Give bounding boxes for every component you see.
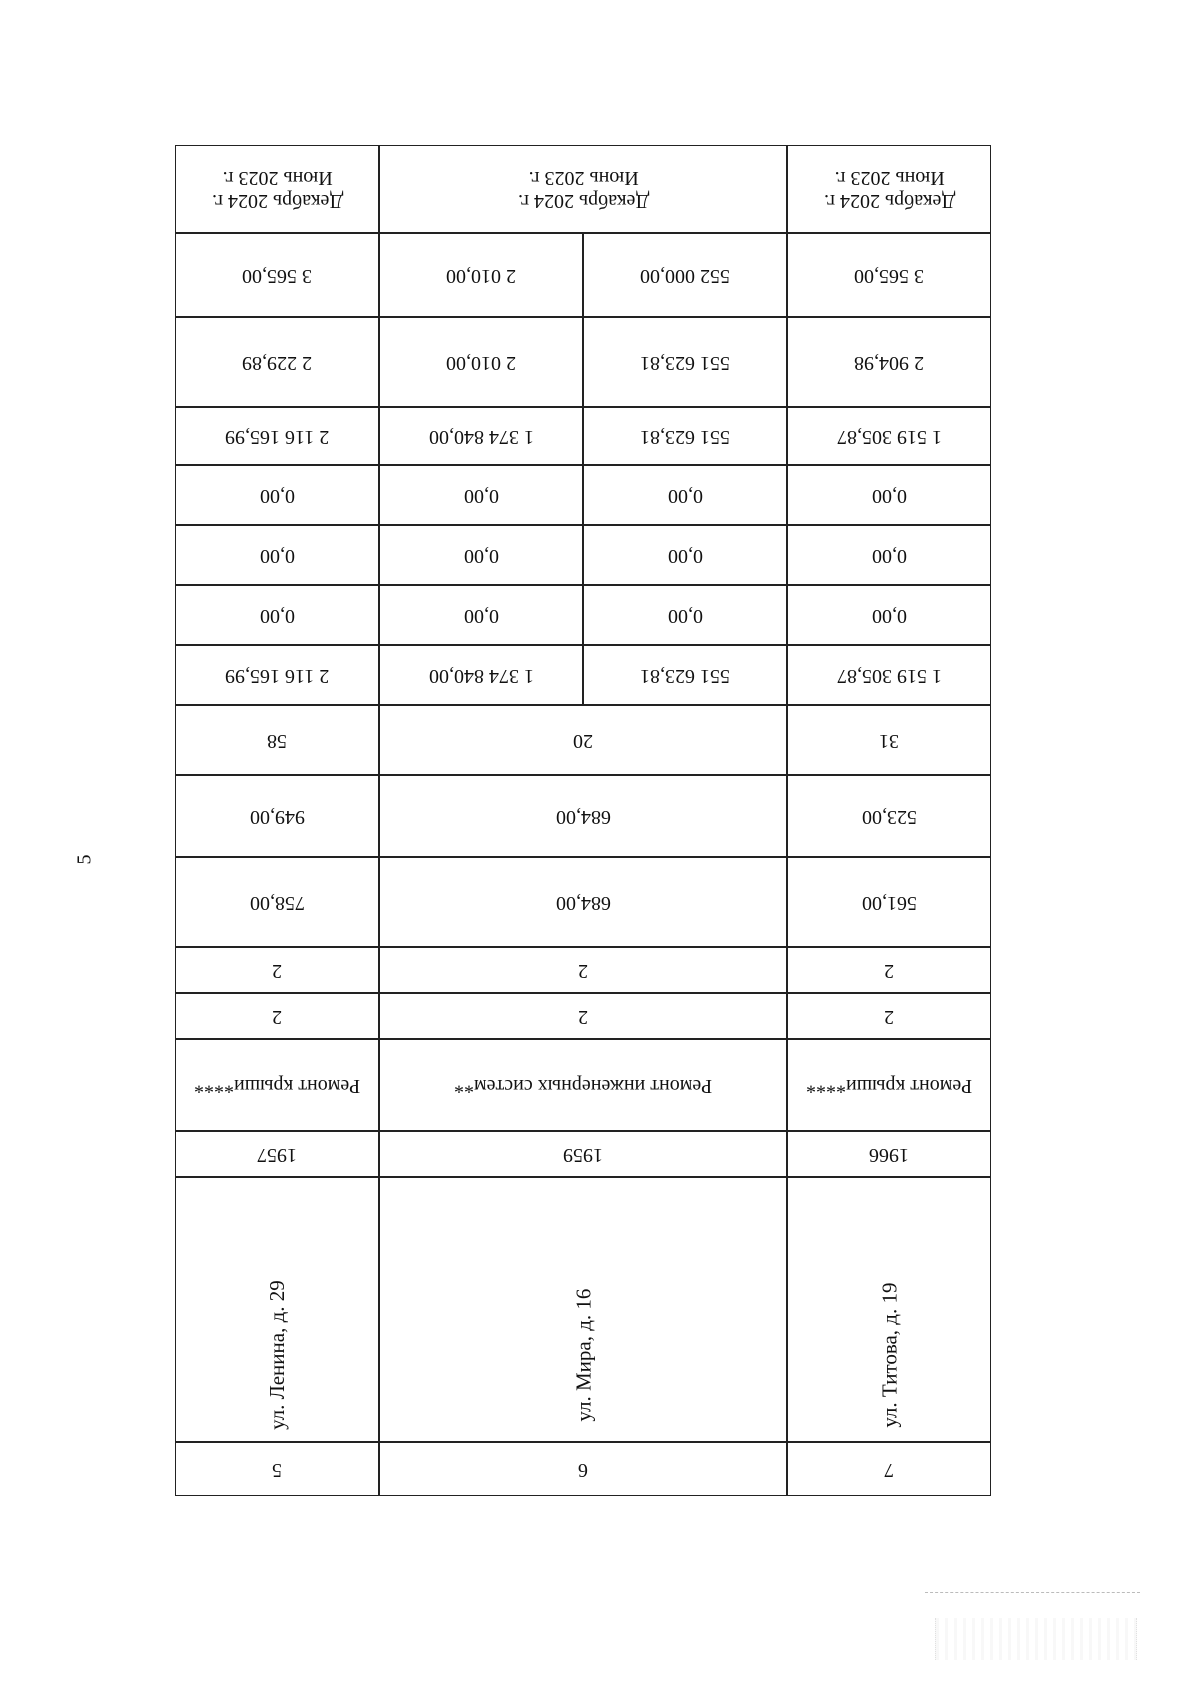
v3-cell: 0,00 <box>175 525 379 585</box>
v2-cell: 0,00 <box>175 585 379 645</box>
c9-cell: 20 <box>379 705 787 775</box>
split-value-cell: 0,00 <box>379 585 583 645</box>
number-cell: 6 <box>379 1442 787 1496</box>
split-value-cell: 1 374 840,00 <box>379 645 583 705</box>
v5-cell: 1 519 305,87 <box>787 407 991 465</box>
address-cell: ул. Титова, д. 19 <box>787 1177 991 1442</box>
year-cell: 1959 <box>379 1131 787 1177</box>
v5-cell: 2 116 165,99 <box>175 407 379 465</box>
c8-cell: 684,00 <box>379 775 787 857</box>
c7-cell: 561,00 <box>787 857 991 947</box>
split-value-cell: 2 010,00 <box>379 233 583 317</box>
year-cell: 1966 <box>787 1131 991 1177</box>
v4-cell: 0,00 <box>175 465 379 525</box>
c5-cell: 2 <box>379 993 787 1039</box>
split-value-cell: 551 623,81 <box>583 645 787 705</box>
document-table <box>176 146 1066 1602</box>
c8-cell: 523,00 <box>787 775 991 857</box>
work_type-cell: Ремонт крыши**** <box>787 1039 991 1131</box>
number-cell: 5 <box>175 1442 379 1496</box>
split-value-cell: 0,00 <box>583 585 787 645</box>
v1-cell: 1 519 305,87 <box>787 645 991 705</box>
v3-cell: 0,00 <box>787 525 991 585</box>
split-value-cell: 0,00 <box>379 465 583 525</box>
split-value-cell: 0,00 <box>583 465 787 525</box>
work_type-cell: Ремонт крыши**** <box>175 1039 379 1131</box>
number-cell: 7 <box>787 1442 991 1496</box>
c6-cell: 2 <box>379 947 787 993</box>
year-cell: 1957 <box>175 1131 379 1177</box>
split-value-cell: 552 000,00 <box>583 233 787 317</box>
split-value-cell: 0,00 <box>379 525 583 585</box>
scan-stamp <box>925 1592 1140 1673</box>
v6-cell: 2 229,89 <box>175 317 379 407</box>
split-value-cell: 551 623,81 <box>583 407 787 465</box>
c7-cell: 758,00 <box>175 857 379 947</box>
c7-cell: 684,00 <box>379 857 787 947</box>
v1-cell: 2 116 165,99 <box>175 645 379 705</box>
period-cell: Декабрь 2024 г. Июнь 2023 г. <box>787 145 991 233</box>
v7-cell: 3 565,00 <box>787 233 991 317</box>
split-value-cell: 0,00 <box>583 525 787 585</box>
c6-cell: 2 <box>787 947 991 993</box>
v7-cell: 3 565,00 <box>175 233 379 317</box>
c9-cell: 58 <box>175 705 379 775</box>
address-cell: ул. Ленина, д. 29 <box>175 1177 379 1442</box>
stamp-area <box>935 1618 1137 1660</box>
v2-cell: 0,00 <box>787 585 991 645</box>
split-value-cell: 551 623,81 <box>583 317 787 407</box>
split-value-cell: 1 374 840,00 <box>379 407 583 465</box>
c6-cell: 2 <box>175 947 379 993</box>
address-cell: ул. Мира, д. 16 <box>379 1177 787 1442</box>
period-cell: Декабрь 2024 г. Июнь 2023 г. <box>175 145 379 233</box>
period-cell: Декабрь 2024 г. Июнь 2023 г. <box>379 145 787 233</box>
v6-cell: 2 904,98 <box>787 317 991 407</box>
c5-cell: 2 <box>787 993 991 1039</box>
page-number: 5 <box>73 854 96 865</box>
split-value-cell: 2 010,00 <box>379 317 583 407</box>
c9-cell: 31 <box>787 705 991 775</box>
work_type-cell: Ремонт инженерных систем** <box>379 1039 787 1131</box>
v4-cell: 0,00 <box>787 465 991 525</box>
c5-cell: 2 <box>175 993 379 1039</box>
c8-cell: 949,00 <box>175 775 379 857</box>
